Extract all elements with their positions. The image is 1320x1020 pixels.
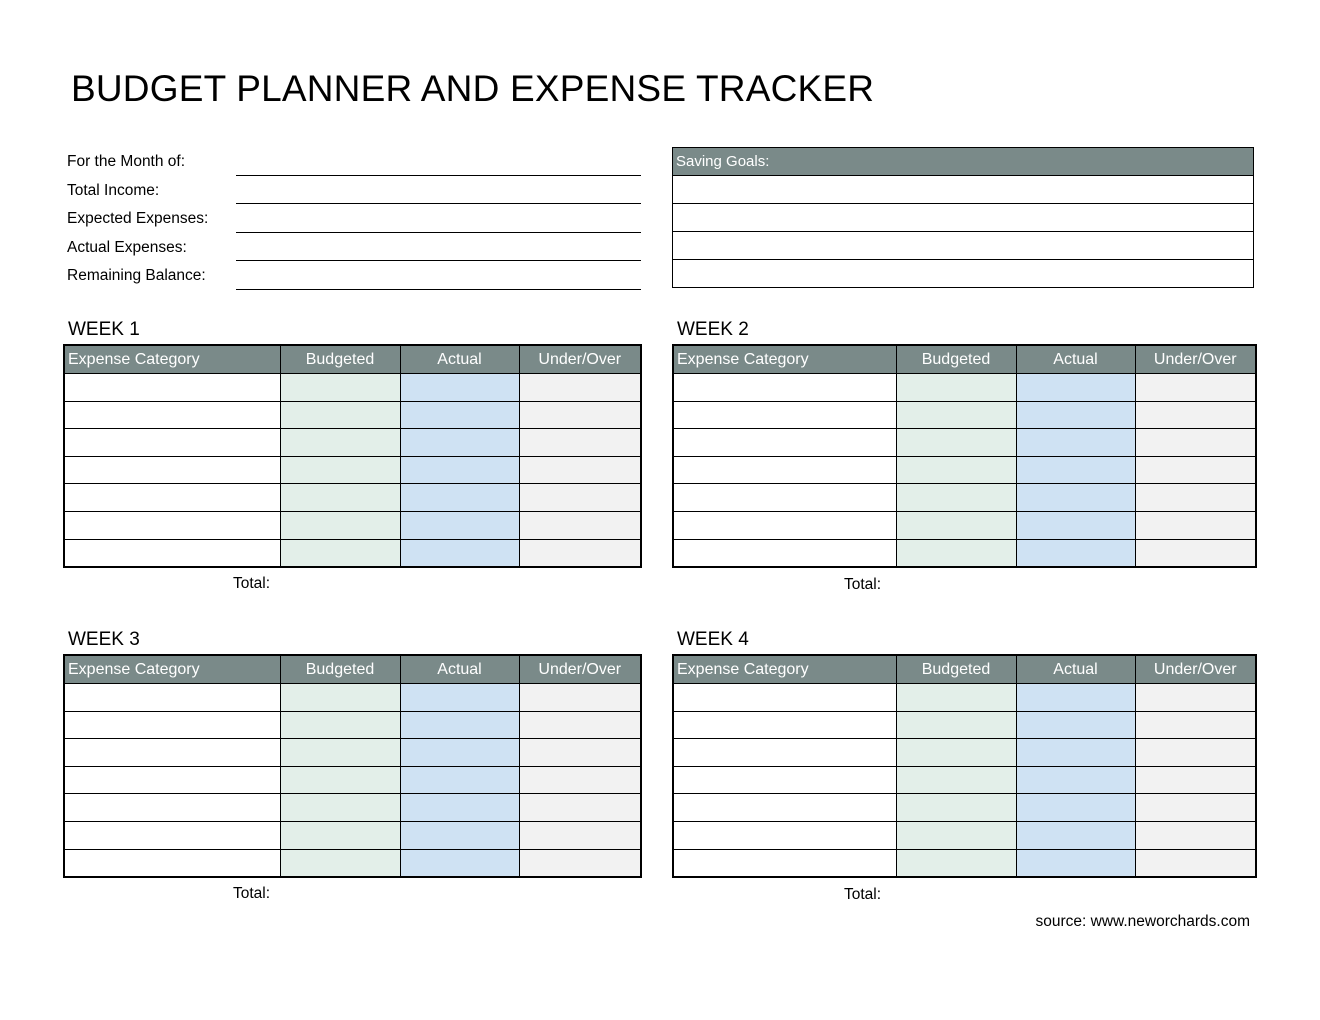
actual-cell[interactable] xyxy=(1016,539,1135,567)
table-row xyxy=(673,739,1256,767)
remaining-balance-label: Remaining Balance: xyxy=(67,267,206,284)
actual-cell[interactable] xyxy=(400,821,519,849)
column-header-under-over: Under/Over xyxy=(1135,345,1256,374)
budgeted-cell[interactable] xyxy=(280,684,400,712)
category-cell[interactable] xyxy=(64,539,280,567)
category-cell[interactable] xyxy=(673,684,896,712)
saving-goal-line[interactable] xyxy=(673,204,1253,232)
under-over-cell[interactable] xyxy=(1135,684,1256,712)
table-row xyxy=(673,711,1256,739)
under-over-cell[interactable] xyxy=(519,484,641,512)
category-cell[interactable] xyxy=(64,374,280,402)
column-header-under-over: Under/Over xyxy=(519,655,641,684)
saving-goal-line[interactable] xyxy=(673,232,1253,260)
month-label: For the Month of: xyxy=(67,153,186,170)
budgeted-cell[interactable] xyxy=(280,484,400,512)
budgeted-cell[interactable] xyxy=(280,456,400,484)
budgeted-cell[interactable] xyxy=(896,794,1016,822)
page-title: BUDGET PLANNER AND EXPENSE TRACKER xyxy=(71,68,875,109)
week-3-title: WEEK 3 xyxy=(68,629,140,650)
category-cell[interactable] xyxy=(673,849,896,877)
saving-goal-line[interactable] xyxy=(673,260,1253,287)
actual-expenses-label: Actual Expenses: xyxy=(67,238,187,256)
week-1-table xyxy=(63,344,642,568)
actual-cell[interactable] xyxy=(400,401,519,429)
summary-section xyxy=(67,148,641,291)
summary-row-month xyxy=(67,148,641,177)
budgeted-cell[interactable] xyxy=(896,849,1016,877)
total-income-label: Total Income: xyxy=(67,181,160,199)
actual-cell[interactable] xyxy=(1016,821,1135,849)
column-header-under-over: Under/Over xyxy=(1135,655,1256,684)
actual-cell[interactable] xyxy=(1016,711,1135,739)
category-cell[interactable] xyxy=(64,794,280,822)
table-row xyxy=(64,539,641,567)
summary-row-balance xyxy=(67,262,641,291)
under-over-cell[interactable] xyxy=(1135,539,1256,567)
budgeted-cell[interactable] xyxy=(896,374,1016,402)
category-cell[interactable] xyxy=(673,766,896,794)
column-header-budgeted: Budgeted xyxy=(280,655,400,684)
actual-cell[interactable] xyxy=(400,711,519,739)
table-row xyxy=(64,794,641,822)
table-row xyxy=(64,684,641,712)
actual-cell[interactable] xyxy=(1016,766,1135,794)
category-cell[interactable] xyxy=(673,374,896,402)
month-field[interactable] xyxy=(236,175,641,176)
budgeted-cell[interactable] xyxy=(280,739,400,767)
actual-cell[interactable] xyxy=(400,794,519,822)
table-row xyxy=(673,849,1256,877)
actual-cell[interactable] xyxy=(1016,794,1135,822)
table-row xyxy=(64,456,641,484)
actual-cell[interactable] xyxy=(400,539,519,567)
saving-goals-header: Saving Goals: xyxy=(673,148,1253,176)
category-cell[interactable] xyxy=(64,484,280,512)
under-over-cell[interactable] xyxy=(519,849,641,877)
budgeted-cell[interactable] xyxy=(280,849,400,877)
column-header-actual: Actual xyxy=(1016,655,1135,684)
actual-cell[interactable] xyxy=(400,684,519,712)
actual-cell[interactable] xyxy=(1016,849,1135,877)
under-over-cell[interactable] xyxy=(1135,766,1256,794)
table-row xyxy=(673,374,1256,402)
category-cell[interactable] xyxy=(64,739,280,767)
source-credit: source: www.neworchards.com xyxy=(1035,913,1250,930)
column-header-under-over: Under/Over xyxy=(519,345,641,374)
table-row xyxy=(64,711,641,739)
table-header-row xyxy=(64,655,641,684)
budgeted-cell[interactable] xyxy=(280,539,400,567)
week-4-total-label: Total: xyxy=(844,886,882,903)
category-cell[interactable] xyxy=(64,456,280,484)
under-over-cell[interactable] xyxy=(1135,456,1256,484)
column-header-category: Expense Category xyxy=(673,655,896,684)
actual-cell[interactable] xyxy=(1016,429,1135,457)
total-income-field[interactable] xyxy=(236,203,641,204)
week-4-title: WEEK 4 xyxy=(677,629,749,650)
saving-goal-line[interactable] xyxy=(673,176,1253,204)
actual-cell[interactable] xyxy=(400,429,519,457)
under-over-cell[interactable] xyxy=(1135,711,1256,739)
category-cell[interactable] xyxy=(64,684,280,712)
remaining-balance-field[interactable] xyxy=(236,289,641,290)
week-2-title: WEEK 2 xyxy=(677,319,749,340)
budgeted-cell[interactable] xyxy=(280,711,400,739)
actual-cell[interactable] xyxy=(1016,739,1135,767)
under-over-cell[interactable] xyxy=(1135,374,1256,402)
under-over-cell[interactable] xyxy=(1135,511,1256,539)
summary-row-income xyxy=(67,177,641,206)
category-cell[interactable] xyxy=(673,456,896,484)
table-row xyxy=(673,456,1256,484)
week-1-title: WEEK 1 xyxy=(68,319,140,340)
budgeted-cell[interactable] xyxy=(896,429,1016,457)
column-header-budgeted: Budgeted xyxy=(896,345,1016,374)
under-over-cell[interactable] xyxy=(519,739,641,767)
actual-expenses-field[interactable] xyxy=(236,260,641,261)
table-row xyxy=(64,511,641,539)
table-row xyxy=(673,511,1256,539)
column-header-category: Expense Category xyxy=(64,345,280,374)
table-row xyxy=(64,766,641,794)
budgeted-cell[interactable] xyxy=(896,739,1016,767)
budgeted-cell[interactable] xyxy=(280,429,400,457)
table-header-row xyxy=(673,655,1256,684)
actual-cell[interactable] xyxy=(400,766,519,794)
column-header-category: Expense Category xyxy=(64,655,280,684)
actual-cell[interactable] xyxy=(1016,374,1135,402)
table-row xyxy=(673,539,1256,567)
column-header-budgeted: Budgeted xyxy=(280,345,400,374)
category-cell[interactable] xyxy=(673,484,896,512)
budgeted-cell[interactable] xyxy=(280,766,400,794)
under-over-cell[interactable] xyxy=(519,821,641,849)
week-1-total-label: Total: xyxy=(233,575,271,592)
table-header-row xyxy=(64,345,641,374)
under-over-cell[interactable] xyxy=(1135,821,1256,849)
budgeted-cell[interactable] xyxy=(280,821,400,849)
under-over-cell[interactable] xyxy=(519,766,641,794)
under-over-cell[interactable] xyxy=(1135,739,1256,767)
category-cell[interactable] xyxy=(673,429,896,457)
table-row xyxy=(64,849,641,877)
budgeted-cell[interactable] xyxy=(896,684,1016,712)
column-header-category: Expense Category xyxy=(673,345,896,374)
budgeted-cell[interactable] xyxy=(896,456,1016,484)
expected-expenses-field[interactable] xyxy=(236,232,641,233)
budgeted-cell[interactable] xyxy=(280,401,400,429)
table-row xyxy=(64,739,641,767)
under-over-cell[interactable] xyxy=(519,456,641,484)
under-over-cell[interactable] xyxy=(519,429,641,457)
week-3-total-label: Total: xyxy=(233,885,271,902)
budgeted-cell[interactable] xyxy=(896,821,1016,849)
week-2-total-label: Total: xyxy=(844,576,882,593)
budgeted-cell[interactable] xyxy=(896,766,1016,794)
table-header-row xyxy=(673,345,1256,374)
under-over-cell[interactable] xyxy=(519,794,641,822)
table-row xyxy=(673,401,1256,429)
category-cell[interactable] xyxy=(673,711,896,739)
actual-cell[interactable] xyxy=(400,484,519,512)
actual-cell[interactable] xyxy=(1016,684,1135,712)
category-cell[interactable] xyxy=(673,539,896,567)
saving-goals-box xyxy=(672,147,1254,288)
under-over-cell[interactable] xyxy=(519,511,641,539)
actual-cell[interactable] xyxy=(1016,401,1135,429)
under-over-cell[interactable] xyxy=(1135,794,1256,822)
actual-cell[interactable] xyxy=(400,739,519,767)
column-header-actual: Actual xyxy=(1016,345,1135,374)
budgeted-cell[interactable] xyxy=(896,484,1016,512)
summary-row-actual xyxy=(67,234,641,263)
category-cell[interactable] xyxy=(673,511,896,539)
category-cell[interactable] xyxy=(64,711,280,739)
category-cell[interactable] xyxy=(64,821,280,849)
table-row xyxy=(64,401,641,429)
actual-cell[interactable] xyxy=(1016,456,1135,484)
table-row xyxy=(64,429,641,457)
category-cell[interactable] xyxy=(673,794,896,822)
table-row xyxy=(64,374,641,402)
budgeted-cell[interactable] xyxy=(280,794,400,822)
table-row xyxy=(673,821,1256,849)
column-header-actual: Actual xyxy=(400,345,519,374)
summary-row-expected xyxy=(67,205,641,234)
table-row xyxy=(673,429,1256,457)
budgeted-cell[interactable] xyxy=(896,539,1016,567)
under-over-cell[interactable] xyxy=(519,539,641,567)
under-over-cell[interactable] xyxy=(519,401,641,429)
category-cell[interactable] xyxy=(64,511,280,539)
under-over-cell[interactable] xyxy=(1135,429,1256,457)
under-over-cell[interactable] xyxy=(1135,484,1256,512)
category-cell[interactable] xyxy=(64,401,280,429)
under-over-cell[interactable] xyxy=(1135,401,1256,429)
table-row xyxy=(673,484,1256,512)
actual-cell[interactable] xyxy=(400,374,519,402)
category-cell[interactable] xyxy=(64,429,280,457)
category-cell[interactable] xyxy=(64,766,280,794)
expected-expenses-label: Expected Expenses: xyxy=(67,210,209,227)
actual-cell[interactable] xyxy=(400,456,519,484)
under-over-cell[interactable] xyxy=(519,684,641,712)
table-row xyxy=(64,821,641,849)
under-over-cell[interactable] xyxy=(1135,849,1256,877)
under-over-cell[interactable] xyxy=(519,711,641,739)
category-cell[interactable] xyxy=(64,849,280,877)
column-header-budgeted: Budgeted xyxy=(896,655,1016,684)
column-header-actual: Actual xyxy=(400,655,519,684)
week-4-table xyxy=(672,654,1257,878)
under-over-cell[interactable] xyxy=(519,374,641,402)
budgeted-cell[interactable] xyxy=(896,511,1016,539)
budgeted-cell[interactable] xyxy=(896,401,1016,429)
actual-cell[interactable] xyxy=(400,511,519,539)
category-cell[interactable] xyxy=(673,739,896,767)
budgeted-cell[interactable] xyxy=(896,711,1016,739)
table-row xyxy=(673,684,1256,712)
table-row xyxy=(673,766,1256,794)
budgeted-cell[interactable] xyxy=(280,374,400,402)
table-row xyxy=(673,794,1256,822)
week-2-table xyxy=(672,344,1257,568)
category-cell[interactable] xyxy=(673,821,896,849)
actual-cell[interactable] xyxy=(400,849,519,877)
actual-cell[interactable] xyxy=(1016,511,1135,539)
category-cell[interactable] xyxy=(673,401,896,429)
actual-cell[interactable] xyxy=(1016,484,1135,512)
table-row xyxy=(64,484,641,512)
budgeted-cell[interactable] xyxy=(280,511,400,539)
week-3-table xyxy=(63,654,642,878)
